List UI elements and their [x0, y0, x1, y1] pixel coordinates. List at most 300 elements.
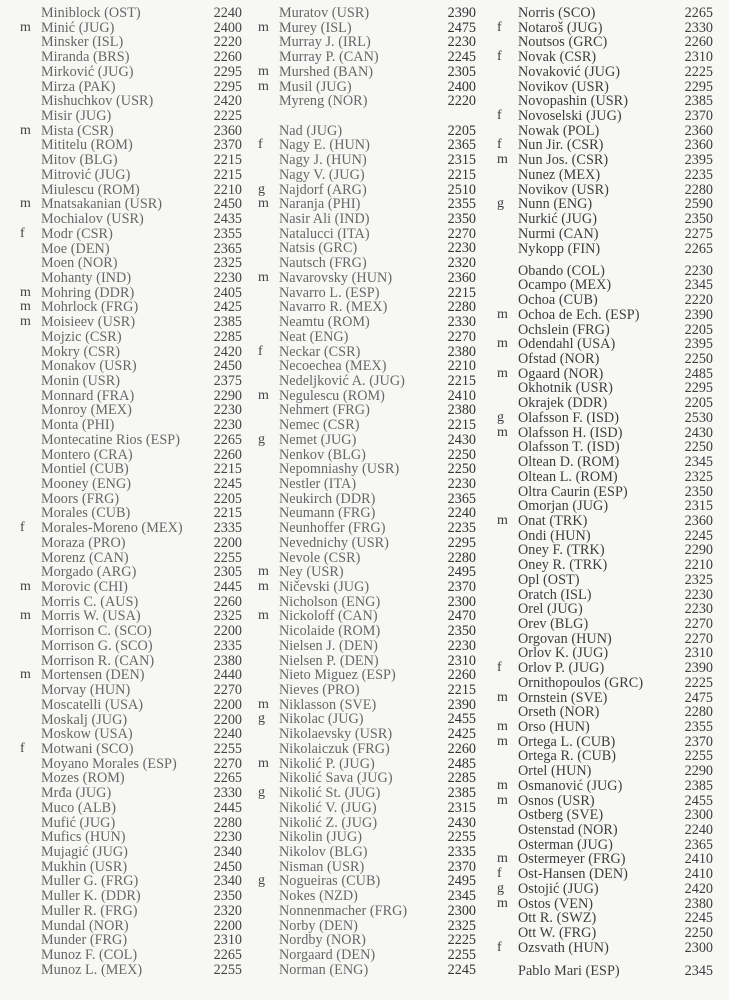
player-name: Ortega R. (CUB) — [518, 748, 617, 765]
player-rating: 2270 — [213, 755, 242, 772]
player-entry — [497, 426, 713, 441]
player-rating: 2200 — [213, 623, 242, 640]
player-name: Orel (JUG) — [518, 601, 583, 618]
player-rating: 2295 — [447, 534, 476, 551]
player-entry — [20, 183, 242, 198]
player-entry — [497, 964, 713, 979]
player-entry — [20, 683, 242, 698]
player-name: Nikolin (JUG) — [279, 829, 363, 846]
player-rating: 2230 — [684, 262, 713, 279]
player-entry — [258, 477, 476, 492]
player-name: Mista (CSR) — [41, 122, 114, 139]
player-rating: 2295 — [213, 78, 242, 95]
player-entry — [20, 403, 242, 418]
player-rating: 2385 — [447, 785, 476, 802]
player-entry — [497, 661, 713, 676]
player-entry — [258, 389, 476, 404]
player-name: Ornstein (SVE) — [518, 689, 608, 706]
player-name: Mojzic (CSR) — [41, 328, 122, 345]
player-rating: 2265 — [213, 770, 242, 787]
player-rating: 2245 — [684, 910, 713, 927]
player-title: m — [20, 299, 31, 315]
player-entry — [20, 462, 242, 477]
player-rating: 2375 — [213, 372, 242, 389]
player-rating: 2495 — [447, 564, 476, 581]
player-rating: 2430 — [684, 424, 713, 441]
player-name: Nieto Miguez (ESP) — [279, 667, 396, 684]
player-name: Morris W. (USA) — [41, 608, 141, 625]
player-entry — [258, 241, 476, 256]
player-rating: 2260 — [213, 49, 242, 66]
player-entry — [497, 227, 713, 242]
player-name: Mohring (DDR) — [41, 284, 135, 301]
player-entry — [20, 506, 242, 521]
player-name: Ochoa de Ech. (ESP) — [518, 306, 640, 323]
player-rating: 2250 — [447, 446, 476, 463]
player-name: Ostenstad (NOR) — [518, 822, 618, 839]
player-entry — [497, 278, 713, 293]
player-rating: 2205 — [213, 490, 242, 507]
player-name: Montero (CRA) — [41, 446, 133, 463]
player-name: Nurkić (JUG) — [518, 211, 598, 228]
player-entry — [258, 153, 476, 168]
player-title: m — [497, 733, 508, 749]
player-rating: 2270 — [447, 225, 476, 242]
player-rating: 2345 — [447, 888, 476, 905]
player-name: Ničevski (JUG) — [279, 579, 370, 595]
player-title: g — [258, 431, 265, 447]
player-name: Moen (NOR) — [41, 255, 118, 272]
player-name: Nepomniashy (USR) — [279, 461, 400, 478]
player-rating: 2215 — [213, 505, 242, 522]
player-rating: 2325 — [213, 255, 242, 272]
player-rating: 2430 — [447, 431, 476, 448]
player-rating: 2455 — [684, 792, 713, 809]
player-rating: 2265 — [684, 5, 713, 21]
player-rating: 2215 — [213, 152, 242, 169]
player-name: Nagy E. (HUN) — [279, 137, 370, 154]
player-title: m — [258, 269, 269, 285]
player-name: Mundal (NOR) — [41, 917, 129, 934]
player-rating: 2255 — [213, 740, 242, 757]
player-entry — [258, 963, 476, 978]
player-name: Navarro L. (ESP) — [279, 284, 380, 301]
player-name: Moskow (USA) — [41, 726, 133, 743]
player-entry — [497, 823, 713, 838]
player-rating: 2435 — [213, 211, 242, 228]
player-rating: 2240 — [684, 822, 713, 839]
player-name: Mitov (BLG) — [41, 152, 118, 169]
player-rating: 2235 — [447, 520, 476, 537]
player-entry — [20, 227, 242, 242]
player-name: Niklasson (SVE) — [279, 696, 377, 713]
player-name: Nogueiras (CUB) — [279, 873, 381, 890]
player-rating: 2280 — [447, 299, 476, 316]
player-entry — [497, 691, 713, 706]
player-rating: 2250 — [684, 925, 713, 942]
player-title: f — [497, 660, 502, 676]
player-rating: 2245 — [447, 49, 476, 66]
player-rating: 2330 — [684, 19, 713, 36]
player-name: Nikolov (BLG) — [279, 843, 368, 860]
player-title: f — [258, 137, 263, 153]
player-entry — [258, 698, 476, 713]
player-rating: 2385 — [684, 93, 713, 110]
player-name: Morgado (ARG) — [41, 564, 137, 581]
player-entry — [20, 860, 242, 875]
player-entry — [258, 919, 476, 934]
player-title: m — [497, 152, 508, 168]
player-rating: 2445 — [213, 799, 242, 816]
player-name: Ostermeyer (FRG) — [518, 851, 626, 868]
player-entry — [497, 50, 713, 65]
player-title: m — [258, 755, 269, 771]
player-rating: 2290 — [684, 542, 713, 559]
player-title: m — [497, 689, 508, 705]
column-1 — [20, 6, 242, 977]
player-entry — [20, 345, 242, 360]
player-name: Ostberg (SVE) — [518, 807, 604, 824]
player-rating: 2450 — [213, 196, 242, 213]
player-rating: 2410 — [447, 387, 476, 404]
player-title: m — [258, 19, 269, 35]
player-entry — [497, 838, 713, 853]
player-entry — [497, 882, 713, 897]
player-entry — [497, 153, 713, 168]
player-entry — [497, 6, 713, 21]
player-rating: 2350 — [447, 211, 476, 228]
player-entry — [497, 499, 713, 514]
player-name: Oltean L. (ROM) — [518, 468, 618, 485]
player-name: Noutsos (GRC) — [518, 34, 608, 51]
player-name: Ortel (HUN) — [518, 763, 592, 780]
player-rating: 2365 — [447, 137, 476, 154]
player-name: Nemet (JUG) — [279, 431, 357, 448]
player-entry — [497, 602, 713, 617]
player-title: m — [497, 895, 508, 911]
player-name: Osmanović (JUG) — [518, 777, 623, 794]
player-entry — [20, 757, 242, 772]
player-rating: 2285 — [213, 328, 242, 345]
player-name: Nikolić P. (JUG) — [279, 755, 375, 772]
player-rating: 2290 — [213, 387, 242, 404]
player-title: f — [20, 225, 25, 241]
player-entry — [497, 735, 713, 750]
player-entry — [258, 742, 476, 757]
player-name: Modr (CSR) — [41, 225, 113, 242]
player-entry — [497, 529, 713, 544]
player-name: Montecatine Rios (ESP) — [41, 431, 181, 448]
player-name: Orgovan (HUN) — [518, 630, 612, 647]
player-name: Mortensen (DEN) — [41, 667, 145, 684]
player-rating: 2390 — [684, 306, 713, 323]
player-entry — [20, 271, 242, 286]
player-rating: 2405 — [213, 284, 242, 301]
player-rating: 2355 — [684, 719, 713, 735]
player-entry — [20, 948, 242, 963]
player-rating: 2255 — [213, 549, 242, 566]
player-entry — [497, 124, 713, 139]
player-name: Okrajek (DDR) — [518, 395, 608, 412]
player-title: f — [20, 520, 25, 536]
player-rating: 2530 — [684, 409, 713, 426]
player-name: Ostojić (JUG) — [518, 880, 599, 897]
player-title: g — [258, 181, 265, 197]
player-rating: 2275 — [684, 225, 713, 242]
player-name: Nokes (NZD) — [279, 888, 358, 905]
player-name: Morris C. (AUS) — [41, 593, 139, 610]
player-rating: 2345 — [684, 962, 713, 979]
player-entry — [258, 227, 476, 242]
player-rating: 2330 — [213, 785, 242, 802]
player-name: Mufić (JUG) — [41, 814, 116, 831]
player-name: Mishuchkov (USR) — [41, 93, 154, 110]
player-rating: 2300 — [684, 807, 713, 824]
player-name: Ocampo (MEX) — [518, 277, 612, 294]
player-name: Nehmert (FRG) — [279, 402, 370, 419]
player-entry — [20, 124, 242, 139]
player-name: Mititelu (ROM) — [41, 137, 133, 154]
player-title: m — [20, 19, 31, 35]
player-name: Nowak (POL) — [518, 122, 600, 139]
player-entry — [497, 396, 713, 411]
player-name: Novak (CSR) — [518, 49, 597, 66]
player-name: Morenz (CAN) — [41, 549, 129, 566]
player-entry — [497, 867, 713, 882]
player-title: m — [497, 792, 508, 808]
player-name: Mirza (PAK) — [41, 78, 116, 95]
player-entry — [20, 374, 242, 389]
player-name: Nautsch (FRG) — [279, 255, 367, 272]
player-entry — [20, 580, 242, 595]
player-name: Nykopp (FIN) — [518, 240, 601, 257]
player-rating: 2255 — [447, 946, 476, 963]
player-name: Osnos (USR) — [518, 792, 595, 809]
player-rating: 2410 — [684, 851, 713, 868]
player-title: m — [258, 196, 269, 212]
player-entry — [258, 124, 476, 139]
player-rating: 2420 — [213, 343, 242, 360]
player-rating: 2210 — [213, 181, 242, 198]
player-entry — [497, 264, 713, 279]
player-entry — [20, 50, 242, 65]
player-rating: 2250 — [684, 439, 713, 456]
player-name: Nunez (MEX) — [518, 166, 601, 183]
player-entry — [497, 80, 713, 95]
player-rating: 2215 — [213, 461, 242, 478]
player-rating: 2350 — [684, 483, 713, 500]
player-rating: 2235 — [684, 166, 713, 183]
player-entry — [20, 21, 242, 36]
player-entry — [258, 212, 476, 227]
player-rating: 2200 — [213, 917, 242, 934]
player-rating: 2260 — [213, 446, 242, 463]
player-name: Orso (HUN) — [518, 719, 590, 735]
player-rating: 2255 — [447, 829, 476, 846]
player-name: Nun Jos. (CSR) — [518, 152, 609, 169]
player-entry — [258, 256, 476, 271]
player-name: Muratov (USR) — [279, 5, 370, 21]
player-name: Ornithopoulos (GRC) — [518, 674, 644, 691]
player-name: Ozsvath (HUN) — [518, 939, 609, 956]
player-name: Nedeljković A. (JUG) — [279, 372, 405, 389]
player-entry — [20, 418, 242, 433]
player-entry — [258, 65, 476, 80]
player-name: Nad (JUG) — [279, 122, 343, 139]
player-name: Nestler (ITA) — [279, 475, 357, 492]
player-rating: 2205 — [684, 395, 713, 412]
player-name: Opl (OST) — [518, 571, 580, 588]
player-name: Minić (JUG) — [41, 19, 115, 36]
player-name: Ogaard (NOR) — [518, 365, 604, 382]
player-rating: 2230 — [684, 601, 713, 618]
player-name: Notaroš (JUG) — [518, 19, 603, 36]
player-entry — [497, 109, 713, 124]
player-name: Mirković (JUG) — [41, 63, 134, 80]
player-name: Nieves (PRO) — [279, 682, 360, 699]
player-rating: 2450 — [213, 858, 242, 875]
player-entry — [20, 609, 242, 624]
player-name: Monnard (FRA) — [41, 387, 135, 404]
player-name: Mohanty (IND) — [41, 269, 132, 286]
player-rating: 2285 — [447, 770, 476, 787]
player-rating: 2200 — [213, 534, 242, 551]
player-entry — [20, 433, 242, 448]
player-name: Neat (ENG) — [279, 328, 349, 345]
player-entry — [258, 933, 476, 948]
player-rating: 2350 — [684, 211, 713, 228]
player-rating: 2260 — [213, 593, 242, 610]
player-rating: 2370 — [684, 108, 713, 125]
player-entry — [258, 889, 476, 904]
player-entry — [20, 742, 242, 757]
player-rating: 2250 — [447, 461, 476, 478]
player-entry — [258, 6, 476, 21]
player-entry — [20, 448, 242, 463]
player-name: Nurmi (CAN) — [518, 225, 599, 242]
player-entry — [20, 389, 242, 404]
player-entry — [258, 492, 476, 507]
player-rating: 2210 — [684, 557, 713, 574]
player-rating: 2270 — [684, 630, 713, 647]
player-rating: 2360 — [684, 137, 713, 154]
player-name: Norby (DEN) — [279, 917, 358, 934]
player-entry — [497, 183, 713, 198]
player-title: m — [497, 306, 508, 322]
player-entry — [497, 514, 713, 529]
player-rating: 2370 — [447, 858, 476, 875]
player-name: Monroy (MEX) — [41, 402, 132, 419]
player-name: Orlov K. (JUG) — [518, 645, 609, 662]
player-entry — [258, 330, 476, 345]
player-entry — [258, 639, 476, 654]
player-title: m — [258, 696, 269, 712]
player-entry — [258, 315, 476, 330]
player-rating: 2295 — [684, 380, 713, 397]
player-rating: 2300 — [447, 902, 476, 919]
player-rating: 2385 — [213, 314, 242, 331]
player-rating: 2400 — [213, 19, 242, 36]
player-name: Ondi (HUN) — [518, 527, 591, 544]
player-name: Olafsson T. (ISD) — [518, 439, 620, 456]
player-title: m — [20, 196, 31, 212]
player-name: Ochslein (FRG) — [518, 321, 610, 338]
player-rating: 2410 — [684, 866, 713, 883]
player-rating: 2215 — [447, 417, 476, 434]
player-name: Munder (FRG) — [41, 932, 128, 949]
player-entry — [258, 50, 476, 65]
player-entry — [497, 749, 713, 764]
player-entry — [20, 138, 242, 153]
player-rating: 2290 — [684, 763, 713, 780]
player-entry — [258, 551, 476, 566]
player-rating: 2370 — [447, 579, 476, 595]
player-name: Murray J. (IRL) — [279, 34, 371, 51]
player-title: m — [258, 579, 269, 594]
player-entry — [497, 808, 713, 823]
player-name: Omorjan (JUG) — [518, 498, 609, 515]
player-entry — [497, 293, 713, 308]
player-rating: 2270 — [213, 682, 242, 699]
player-rating: 2350 — [213, 888, 242, 905]
player-rating: 2470 — [447, 608, 476, 625]
player-name: Necoechea (MEX) — [279, 358, 387, 375]
player-entry — [497, 764, 713, 779]
player-title: f — [20, 740, 25, 756]
player-name: Neamtu (ROM) — [279, 314, 370, 331]
player-entry — [258, 374, 476, 389]
player-title: g — [258, 873, 265, 889]
player-entry — [497, 543, 713, 558]
player-entry — [20, 6, 242, 21]
player-entry — [258, 80, 476, 95]
player-name: Nicholson (ENG) — [279, 593, 381, 610]
player-name: Ost-Hansen (DEN) — [518, 866, 628, 883]
player-title: m — [258, 78, 269, 94]
player-entry — [258, 668, 476, 683]
player-entry — [258, 345, 476, 360]
player-entry — [258, 359, 476, 374]
player-entry — [497, 65, 713, 80]
player-entry — [497, 705, 713, 720]
player-rating: 2225 — [684, 674, 713, 691]
player-rating: 2350 — [447, 623, 476, 640]
player-entry — [258, 94, 476, 109]
player-entry — [20, 904, 242, 919]
player-entry — [258, 654, 476, 669]
player-entry — [258, 286, 476, 301]
player-entry — [497, 242, 713, 257]
player-entry — [20, 771, 242, 786]
player-entry — [497, 617, 713, 632]
player-name: Montiel (CUB) — [41, 461, 129, 478]
player-name: Oney F. (TRK) — [518, 542, 605, 559]
player-rating: 2300 — [684, 939, 713, 956]
player-name: Nickoloff (CAN) — [279, 608, 378, 625]
player-title: m — [20, 284, 31, 300]
player-name: Navarovsky (HUN) — [279, 269, 393, 286]
player-name: Natalucci (ITA) — [279, 225, 370, 242]
player-rating: 2325 — [447, 917, 476, 934]
player-entry — [20, 713, 242, 728]
player-rating: 2270 — [684, 615, 713, 632]
player-name: Norris (SCO) — [518, 5, 596, 21]
player-entry — [20, 668, 242, 683]
player-name: Miulescu (ROM) — [41, 181, 140, 198]
player-title: m — [258, 63, 269, 79]
player-name: Orseth (NOR) — [518, 704, 600, 721]
player-rating: 2390 — [684, 660, 713, 677]
